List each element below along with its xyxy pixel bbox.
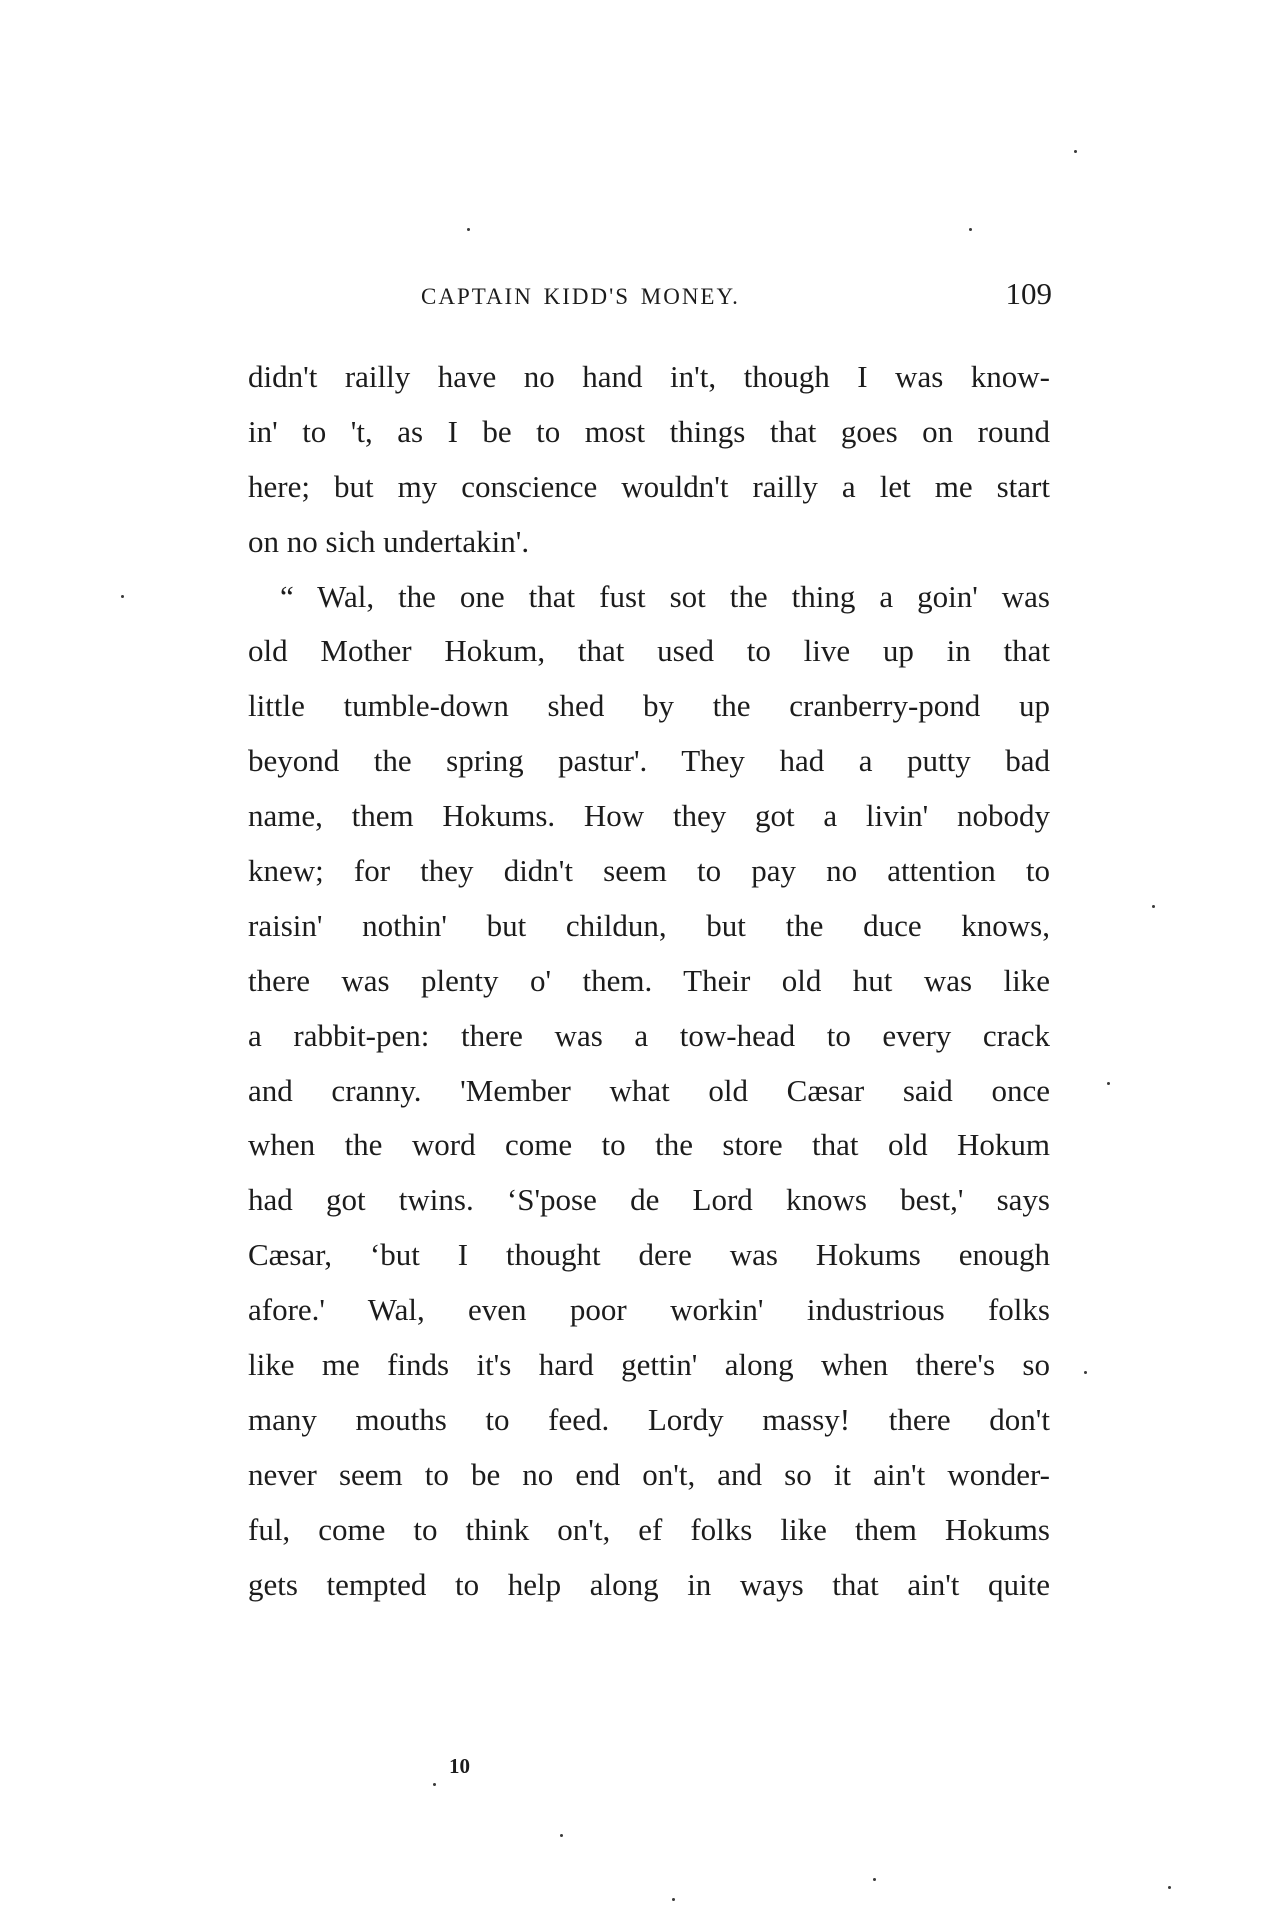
text-line: old Mother Hokum, that used to live up in that <box>248 633 1050 669</box>
text-line: beyond the spring pastur'. They had a putty bad <box>248 743 1050 779</box>
text-line: and cranny. 'Member what old Cæsar said once <box>248 1072 1050 1108</box>
running-title: CAPTAIN KIDD'S MONEY. <box>421 284 740 309</box>
paper-speck <box>433 1783 436 1786</box>
text-line: Cæsar, ‘but I thought dere was Hokums enough <box>248 1237 1050 1273</box>
text-line: name, them Hokums. How they got a livin' nobody <box>248 798 1050 834</box>
text-line: little tumble-down shed by the cranberry-pond up <box>248 688 1050 724</box>
paper-speck <box>969 228 972 231</box>
paper-speck <box>672 1898 675 1901</box>
paper-speck <box>1168 1886 1171 1889</box>
text-line: like me finds it's hard gettin' along when there's so <box>248 1347 1050 1383</box>
body-text <box>248 350 1050 1612</box>
text-line: gets tempted to help along in ways that ain't quite <box>248 1566 1050 1602</box>
paper-speck <box>1107 1082 1110 1085</box>
paper-speck <box>560 1834 563 1837</box>
text-line: there was plenty o' them. Their old hut was like <box>248 962 1050 998</box>
text-line: a rabbit-pen: there was a tow-head to every crack <box>248 1017 1050 1053</box>
text-line: many mouths to feed. Lordy massy! there don't <box>248 1401 1050 1437</box>
paper-speck <box>1084 1371 1087 1374</box>
paper-speck <box>467 228 470 231</box>
running-head <box>246 276 1052 316</box>
paper-speck <box>1152 905 1155 908</box>
text-line: had got twins. ‘S'pose de Lord knows best,' says <box>248 1182 1050 1218</box>
text-line: afore.' Wal, even poor workin' industrious folks <box>248 1292 1050 1328</box>
paper-speck <box>121 595 124 598</box>
signature-mark: 10 <box>449 1754 470 1778</box>
text-line: knew; for they didn't seem to pay no attention to <box>248 853 1050 889</box>
paper-speck <box>1074 150 1077 153</box>
text-line: ful, come to think on't, ef folks like them Hokums <box>248 1511 1050 1547</box>
text-line: here; but my conscience wouldn't railly a let me start <box>248 468 1050 504</box>
paper-speck <box>873 1878 876 1881</box>
text-line: didn't railly have no hand in't, though I was know- <box>248 359 1050 394</box>
text-line: in' to 't, as I be to most things that goes on round <box>248 413 1050 449</box>
text-line: raisin' nothin' but childun, but the duce knows, <box>248 907 1050 943</box>
text-line: on no sich undertakin'. <box>248 523 530 559</box>
page-number: 109 <box>1005 276 1052 311</box>
text-line: never seem to be no end on't, and so it ain't wonder- <box>248 1456 1050 1492</box>
text-line: when the word come to the store that old Hokum <box>248 1127 1050 1163</box>
paragraph-first-line: “ Wal, the one that fust sot the thing a goin' was <box>280 578 1050 614</box>
